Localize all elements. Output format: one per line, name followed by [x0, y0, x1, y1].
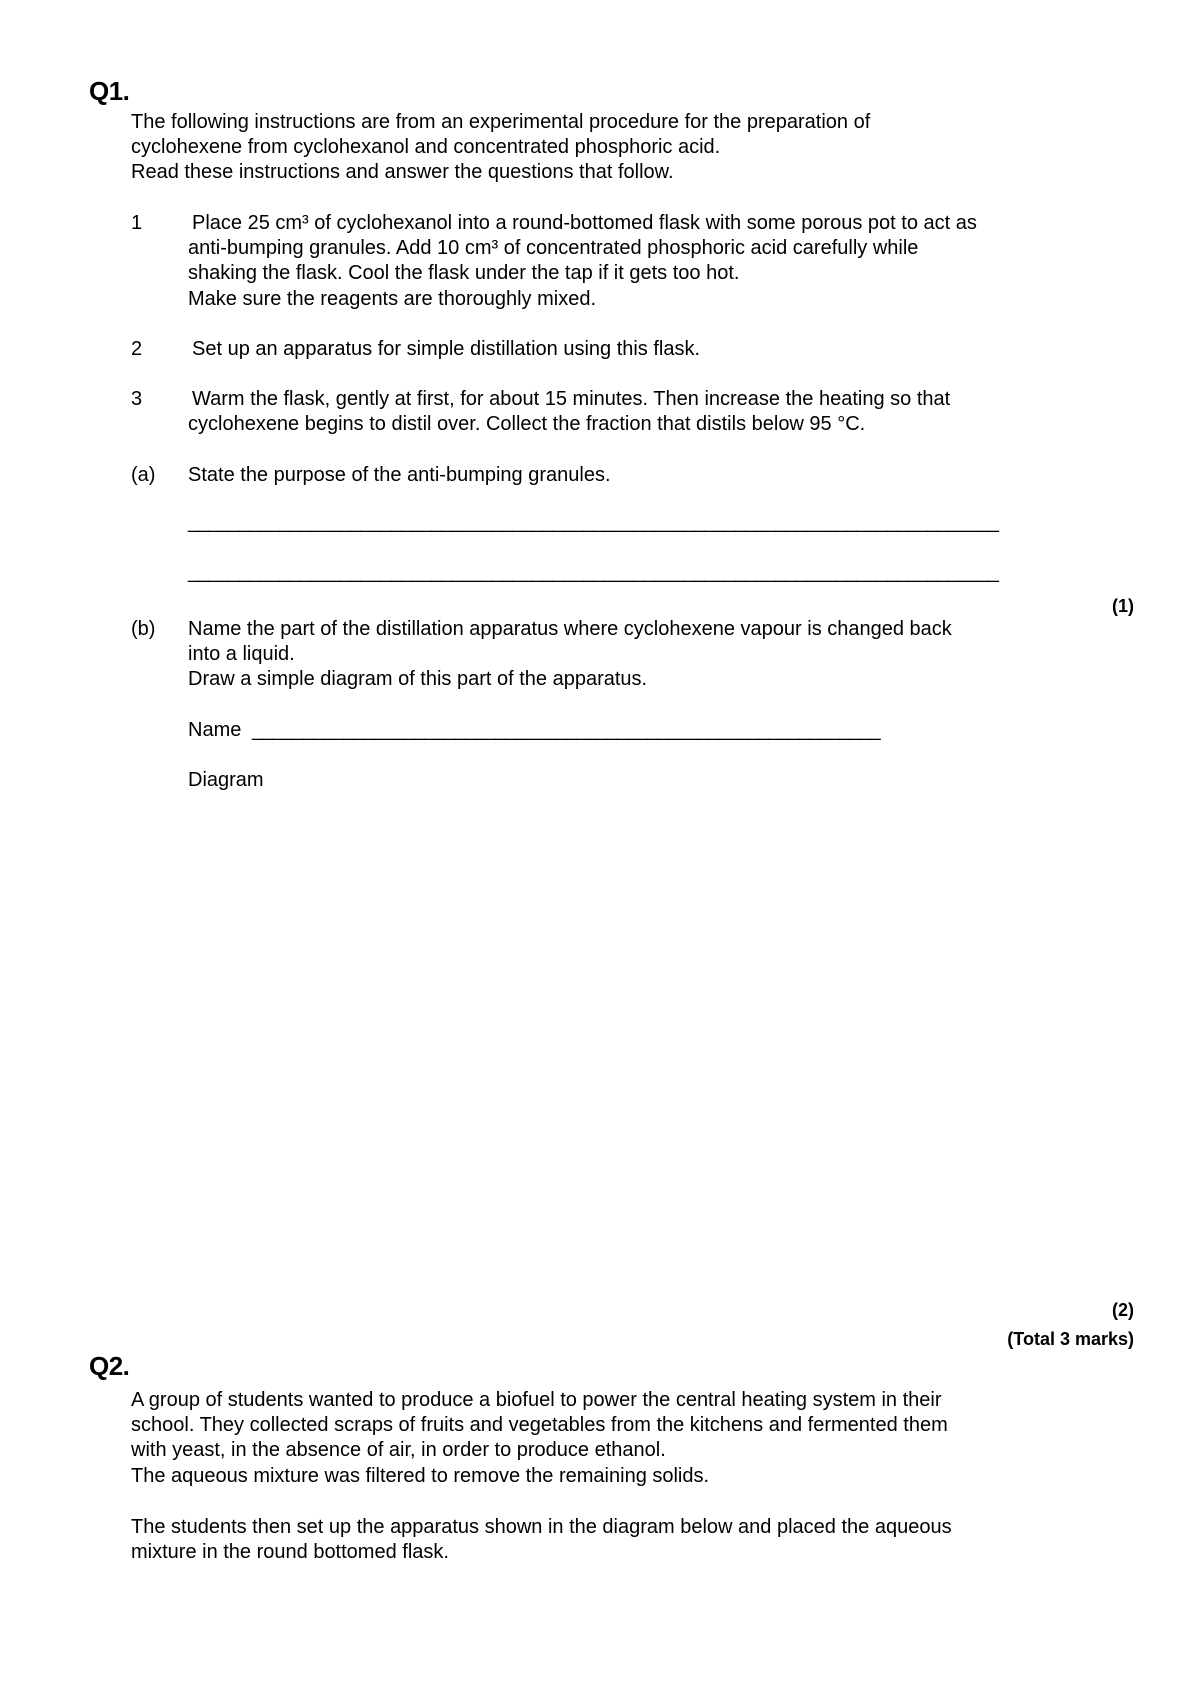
part-b-label: (b) [131, 618, 156, 640]
step-1-line-3: shaking the flask. Cool the flask under the tap if it gets too hot. [188, 262, 740, 284]
step-3-line-2: cyclohexene begins to distil over. Collect the fraction that distils below 95 °C. [188, 413, 866, 435]
part-b-name-answer-line[interactable]: ______________________________________________________________ [252, 719, 880, 741]
step-2-line-1: Set up an apparatus for simple distillation using this flask. [192, 338, 701, 360]
part-b-line-1: Name the part of the distillation apparatus where cyclohexene vapour is changed back [188, 618, 952, 640]
part-b-marks: (2) [1112, 1300, 1134, 1320]
q1-heading: Q1. [89, 76, 130, 106]
step-1-number: 1 [131, 212, 143, 234]
step-3-number: 3 [131, 388, 143, 410]
q1-intro-line-3: Read these instructions and answer the questions that follow. [131, 161, 674, 183]
part-b-line-2: into a liquid. [188, 643, 295, 665]
part-a-marks: (1) [1112, 596, 1134, 616]
part-b-name-label: Name [188, 719, 242, 741]
part-b-line-3: Draw a simple diagram of this part of the apparatus. [188, 668, 648, 690]
step-1-line-2: anti-bumping granules. Add 10 cm³ of concentrated phosphoric acid carefully while [188, 237, 919, 259]
part-b-diagram-area[interactable] [188, 800, 1088, 1280]
step-1-line-4: Make sure the reagents are thoroughly mixed. [188, 288, 596, 310]
q1-total-marks: (Total 3 marks) [1007, 1329, 1134, 1349]
q2-paragraph-1-line-1: A group of students wanted to produce a biofuel to power the central heating system in their [131, 1389, 942, 1411]
q2-paragraph-1-line-2: school. They collected scraps of fruits and vegetables from the kitchens and fermented them [131, 1414, 948, 1436]
q1-intro-line-2: cyclohexene from cyclohexanol and concentrated phosphoric acid. [131, 136, 721, 158]
part-a-label: (a) [131, 464, 156, 486]
part-a-answer-line-1[interactable]: ________________________________________________________________________________ [188, 511, 998, 533]
q2-heading: Q2. [89, 1351, 130, 1381]
part-a-answer-line-2[interactable]: ________________________________________________________________________________ [188, 561, 998, 583]
part-b-diagram-label: Diagram [188, 769, 264, 791]
q2-paragraph-1-line-3: with yeast, in the absence of air, in order to produce ethanol. [131, 1439, 666, 1461]
step-2-number: 2 [131, 338, 143, 360]
q1-intro-line-1: The following instructions are from an experimental procedure for the preparation of [131, 111, 871, 133]
part-a-question: State the purpose of the anti-bumping granules. [188, 464, 611, 486]
step-3-line-1: Warm the flask, gently at first, for about 15 minutes. Then increase the heating so that [192, 388, 951, 410]
step-1-line-1: Place 25 cm³ of cyclohexanol into a round-bottomed flask with some porous pot to act as [192, 212, 977, 234]
q2-paragraph-2-line-2: mixture in the round bottomed flask. [131, 1541, 449, 1563]
q2-paragraph-1-line-4: The aqueous mixture was filtered to remove the remaining solids. [131, 1465, 710, 1487]
q2-paragraph-2-line-1: The students then set up the apparatus shown in the diagram below and placed the aqueous [131, 1516, 952, 1538]
